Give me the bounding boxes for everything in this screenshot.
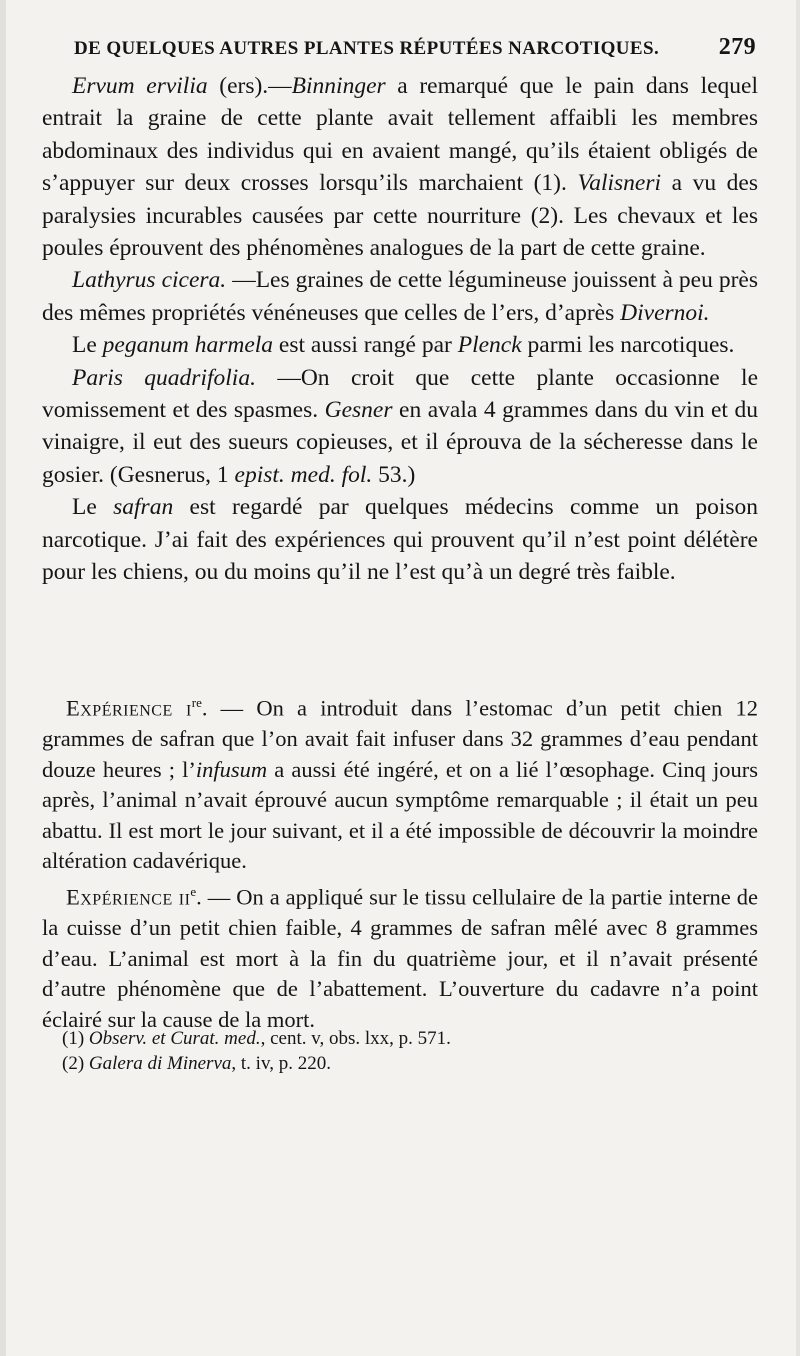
running-title: DE QUELQUES AUTRES PLANTES RÉPUTÉES NARCOTIQUES. bbox=[74, 38, 660, 59]
latin-word: infusum bbox=[195, 756, 268, 782]
page-number: 279 bbox=[718, 34, 756, 60]
footnote: (2) Galera di Minerva, t. iv, p. 220. bbox=[62, 1053, 331, 1074]
page-edge-right bbox=[796, 0, 800, 1356]
footnote-title: Observ. et Curat. med. bbox=[88, 1028, 261, 1049]
plant-name: Ervum ervilia bbox=[72, 73, 208, 99]
author-name: Divernoi. bbox=[620, 299, 710, 326]
main-text bbox=[42, 70, 758, 589]
experiment-label: Expérience bbox=[66, 695, 173, 721]
author-name: Valisneri bbox=[577, 170, 661, 197]
paragraph-ervum: Ervum ervilia (ers).—Binninger a remarqué que le pain dans lequel entrait la graine de cette plante avait tellement affaibli les membres abdominaux des individus qui en avaient mangé, qu’ils étaient obligés de s’appuyer sur deux crosses lorsqu’ils marchaient (1). Valisneri a vu des paralysies incurables causées par cette nourriture (2). Les chevaux et les poules éprouvent des phénomènes analogues de la part de cette graine. bbox=[42, 73, 758, 262]
plant-name: Paris quadrifolia. bbox=[72, 364, 256, 391]
author-name: Binninger bbox=[291, 73, 386, 99]
paragraph-safran: Le safran est regardé par quelques médecins comme un poison narcotique. J’ai fait des expériences qui prouvent qu’il n’est point délétère pour les chiens, ou du moins qu’il ne l’est qu’à un degré très faible. bbox=[42, 494, 758, 586]
plant-name: Lathyrus cicera. bbox=[72, 267, 227, 294]
footnote: (1) Observ. et Curat. med., cent. v, obs. lxx, p. 571. bbox=[62, 1028, 451, 1049]
paragraph-lathyrus: Lathyrus cicera. —Les graines de cette légumineuse jouissent à peu près des mêmes propriétés vénéneuses que celles de l’ers, d’après Divernoi. bbox=[42, 267, 758, 326]
footnote-title: Galera di Minerva bbox=[88, 1053, 232, 1074]
plant-name: safran bbox=[113, 494, 174, 521]
experiment-1: Expérience $i^{re}$. — On a introduit dans l’estomac d’un petit chien 12 grammes de safran que l’on avait fait infuser dans 32 grammes d’eau pendant douze heures ; l’infusum a aussi été ingéré, et on a lié l’œsophage. Cinq jours après, l’animal n’avait éprouvé aucun symptôme remarquable ; il était un peu abattu. Il est mort le jour suivant, et il a été impossible de découvrir la moindre altération cadavérique. bbox=[42, 695, 758, 874]
experiment-2: Expérience $ii^e$. — On a appliqué sur le tissu cellulaire de la partie interne de la cuisse d’un petit chien faible, 4 grammes de safran mêlé avec 8 grammes d’eau. L’animal est mort à la fin du quatrième jour, et il n’avait présenté d’autre phénomène que de l’abattement. L’ouverture du cadavre n’a point éclairé sur la cause de la mort. bbox=[42, 884, 759, 1032]
author-name: Gesner bbox=[324, 397, 393, 424]
experiments-section bbox=[42, 688, 758, 1036]
paragraph-paris: Paris quadrifolia. —On croit que cette plante occasionne le vomissement et des spasmes. Gesner en avala 4 grammes dans du vin et du vinaigre, il eut des sueurs copieuses, et il éprouva de la sécheresse dans le gosier. (Gesnerus, 1 epist. med. fol. 53.) bbox=[42, 364, 758, 488]
running-header bbox=[74, 34, 756, 61]
author-name: Plenck bbox=[457, 332, 522, 359]
paragraph-peganum: Le peganum harmela est aussi rangé par Plenck parmi les narcotiques. bbox=[72, 332, 735, 359]
footnotes bbox=[62, 1026, 762, 1076]
page-edge-left bbox=[0, 0, 6, 1356]
reference: epist. med. fol. bbox=[234, 461, 373, 488]
experiment-label: Expérience bbox=[66, 884, 173, 910]
plant-name: peganum harmela bbox=[102, 332, 274, 359]
